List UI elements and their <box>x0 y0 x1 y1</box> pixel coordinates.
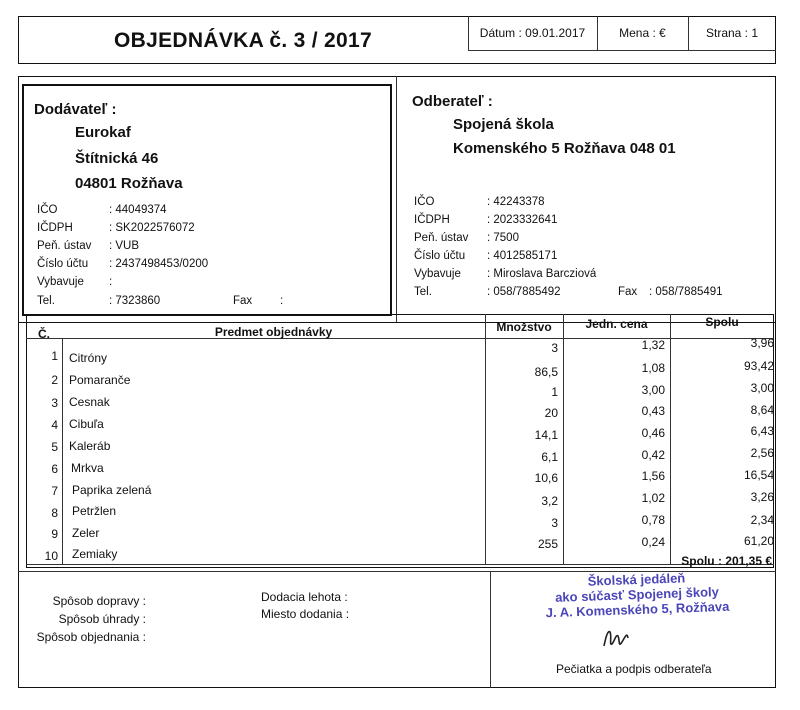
delivery-place-label: Miesto dodania : <box>261 607 350 621</box>
field-value: : <box>109 276 113 288</box>
row-item: Citróny <box>69 351 108 365</box>
row-total: 2,34 <box>750 513 774 527</box>
grand-total: Spolu : 201,35 € <box>681 554 772 568</box>
row-total: 3,26 <box>750 490 774 504</box>
row-qty: 14,1 <box>534 428 558 442</box>
order-date: Dátum : 09.01.2017 <box>479 26 586 40</box>
row-number: 5 <box>51 440 58 454</box>
row-unit-price: 0,42 <box>641 448 665 462</box>
supplier-fields <box>37 201 377 313</box>
row-qty: 3 <box>551 341 558 355</box>
row-number: 4 <box>51 418 58 432</box>
stamp-line: J. A. Komenského 5, Rožňava <box>545 598 730 621</box>
footer-divider <box>490 571 491 688</box>
supplier-fax-value: : <box>280 295 284 307</box>
field-label: IČDPH <box>414 214 450 226</box>
field-value: : 2437498453/0200 <box>109 258 209 270</box>
col-header-qty: Množstvo <box>496 320 552 334</box>
transport-method-label: Spôsob dopravy : <box>52 594 146 608</box>
supplier-city: 04801 Rožňava <box>75 175 183 192</box>
field-value: : VUB <box>109 240 140 252</box>
row-qty: 20 <box>544 406 558 420</box>
row-total: 2,56 <box>750 446 774 460</box>
row-item: Zemiaky <box>72 547 118 561</box>
field-label: Peň. ústav <box>414 232 469 244</box>
row-unit-price: 3,00 <box>641 383 665 397</box>
supplier-field-row <box>37 255 377 273</box>
field-label: IČO <box>37 204 58 216</box>
row-unit-price: 0,78 <box>641 513 665 527</box>
supplier-fax-label: Fax <box>233 295 253 307</box>
header-divider <box>468 50 776 51</box>
party-divider <box>396 76 397 322</box>
row-number: 8 <box>51 506 58 520</box>
row-item: Mrkva <box>71 461 104 475</box>
customer-field-row <box>414 265 774 283</box>
field-value: : Miroslava Barcziová <box>487 268 597 280</box>
stamp-line: Školská jedáleň <box>587 570 686 589</box>
customer-address: Komenského 5 Rožňava 048 01 <box>453 140 676 157</box>
field-value: : SK2022576072 <box>109 222 195 234</box>
field-value: : 4012585171 <box>487 250 558 262</box>
field-label: Tel. <box>37 295 55 307</box>
row-unit-price: 1,32 <box>641 338 665 352</box>
supplier-field-row <box>37 292 377 310</box>
row-item: Petržlen <box>72 504 117 518</box>
row-number: 7 <box>51 484 58 498</box>
customer-field-row <box>414 211 774 229</box>
field-value: : 2023332641 <box>487 214 558 226</box>
row-item: Zeler <box>72 526 100 540</box>
row-unit-price: 1,02 <box>641 491 665 505</box>
row-number: 6 <box>51 462 58 476</box>
row-item: Cesnak <box>69 395 110 409</box>
row-qty: 3 <box>551 516 558 530</box>
row-qty: 1 <box>551 385 558 399</box>
field-label: Číslo účtu <box>414 250 466 262</box>
customer-field-row <box>414 229 774 247</box>
supplier-heading: Dodávateľ : <box>34 101 117 118</box>
stamp-line: ako súčasť Spojenej školy <box>554 584 720 605</box>
field-label: Číslo účtu <box>37 258 89 270</box>
row-item: Pomaranče <box>69 373 131 387</box>
row-qty: 3,2 <box>541 494 558 508</box>
field-label: Tel. <box>414 286 432 298</box>
supplier-field-row <box>37 219 377 237</box>
row-unit-price: 0,43 <box>641 404 665 418</box>
field-value: : 42243378 <box>487 196 545 208</box>
customer-field-row <box>414 247 774 265</box>
field-value: : 7323860 <box>109 295 161 307</box>
row-number: 10 <box>44 549 58 563</box>
row-unit-price: 0,46 <box>641 426 665 440</box>
row-item: Paprika zelená <box>72 483 152 497</box>
row-total: 61,20 <box>743 534 774 548</box>
customer-field-row <box>414 193 774 211</box>
document-title: OBJEDNÁVKA č. 3 / 2017 <box>114 29 372 52</box>
field-label: IČO <box>414 196 435 208</box>
customer-heading: Odberateľ : <box>412 93 493 110</box>
customer-field-row <box>414 283 774 301</box>
field-value: : 44049374 <box>109 204 167 216</box>
row-unit-price: 0,24 <box>641 535 665 549</box>
field-label: Peň. ústav <box>37 240 92 252</box>
row-unit-price: 1,08 <box>641 361 665 375</box>
supplier-street: Štítnická 46 <box>75 150 159 167</box>
customer-fields <box>414 193 774 305</box>
row-total: 8,64 <box>750 403 774 417</box>
col-header-total: Spolu <box>705 315 739 329</box>
row-unit-price: 1,56 <box>641 469 665 483</box>
customer-fax-label: Fax <box>618 286 638 298</box>
signature-caption: Pečiatka a podpis odberateľa <box>556 662 712 676</box>
supplier-field-row <box>37 201 377 219</box>
row-qty: 255 <box>537 537 558 551</box>
row-number: 9 <box>51 527 58 541</box>
order-method-label: Spôsob objednania : <box>36 630 146 644</box>
row-total: 93,42 <box>743 359 774 373</box>
field-label: Vybavuje <box>414 268 461 280</box>
customer-name: Spojená škola <box>453 116 554 133</box>
payment-method-label: Spôsob úhrady : <box>58 612 146 626</box>
col-header-index: Č. <box>38 327 50 341</box>
row-qty: 10,6 <box>534 471 558 485</box>
signature <box>600 624 648 652</box>
school-stamp <box>516 568 757 621</box>
field-value: : 7500 <box>487 232 519 244</box>
supplier-field-row <box>37 273 377 291</box>
delivery-time-label: Dodacia lehota : <box>261 590 348 604</box>
supplier-field-row <box>37 237 377 255</box>
row-qty: 6,1 <box>541 450 558 464</box>
field-label: Vybavuje <box>37 276 84 288</box>
row-item: Cibuľa <box>69 417 104 431</box>
currency: Mena : € <box>619 26 666 40</box>
row-total: 6,43 <box>750 424 774 438</box>
row-number: 2 <box>51 373 58 387</box>
row-number: 1 <box>51 349 58 363</box>
field-value: : 058/7885492 <box>487 286 561 298</box>
row-total: 3,96 <box>750 336 774 350</box>
col-header-unit-price: Jedn. cena <box>585 317 648 331</box>
col-header-item: Predmet objednávky <box>214 325 333 339</box>
page-number: Strana : 1 <box>705 26 759 40</box>
row-total: 16,54 <box>743 468 774 482</box>
field-label: IČDPH <box>37 222 73 234</box>
row-number: 3 <box>51 396 58 410</box>
customer-fax-value: : 058/7885491 <box>649 286 723 298</box>
supplier-name: Eurokaf <box>75 124 131 141</box>
row-qty: 86,5 <box>534 365 558 379</box>
row-item: Kaleráb <box>69 439 111 453</box>
row-total: 3,00 <box>750 381 774 395</box>
